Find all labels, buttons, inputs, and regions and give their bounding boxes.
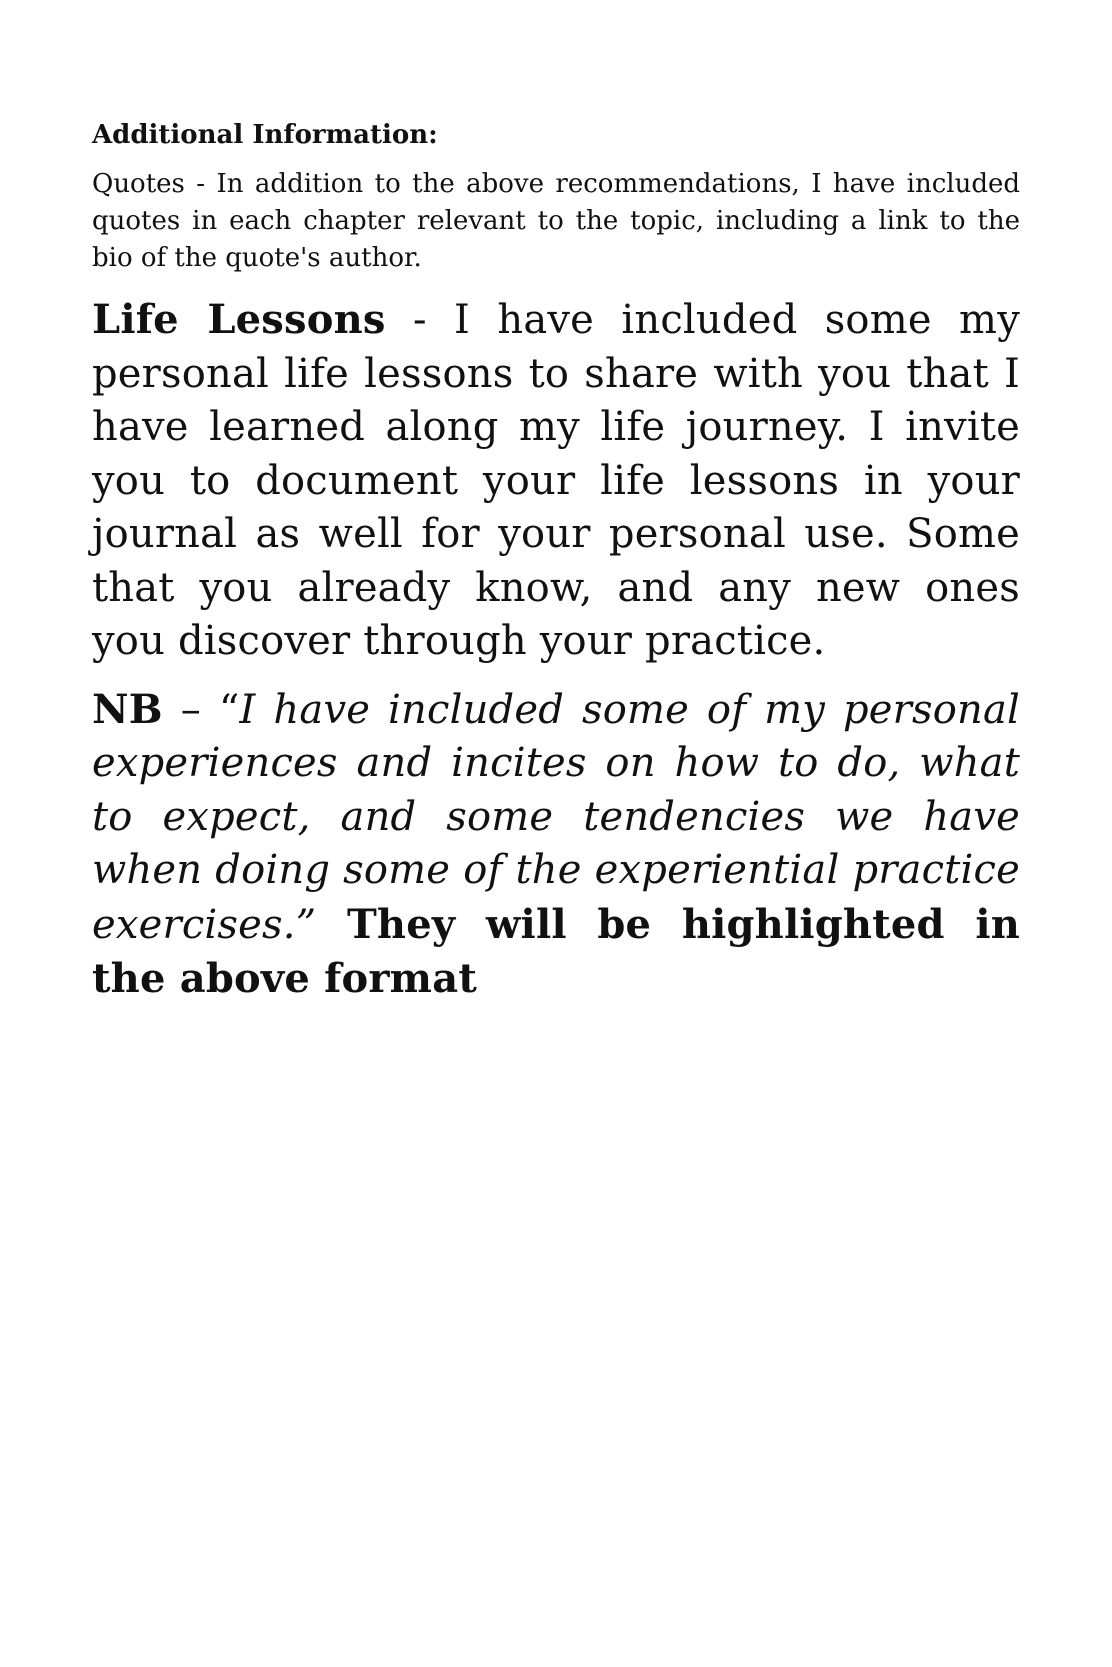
- section-heading: Additional Information:: [92, 120, 438, 150]
- life-lessons-text: - I have included some my personal life lessons to share with you that I have learned along my life journey. I invite you to document your life lessons in your journal as well for your personal use. Some that you already know, and any new ones you discover through your practice.: [92, 297, 1020, 664]
- nb-closing: They will be highlighted in the above format: [92, 900, 1020, 1002]
- life-lessons-paragraph: [92, 293, 1020, 669]
- nb-label: NB: [92, 685, 163, 733]
- nb-separator: – “: [162, 686, 240, 733]
- document-page: [92, 118, 1020, 1021]
- nb-paragraph: [92, 683, 1020, 1007]
- quotes-paragraph: Quotes - In addition to the above recommendations, I have included quotes in each chapter relevant to the topic, including a link to the bio of the quote's author.: [92, 169, 1020, 273]
- life-lessons-label: Life Lessons: [92, 296, 386, 343]
- nb-quote: I have included some of my personal experiences and incites on how to do, what to expect, and some tendencies we have when doing some of the experiential practice exercises.”: [92, 686, 1020, 948]
